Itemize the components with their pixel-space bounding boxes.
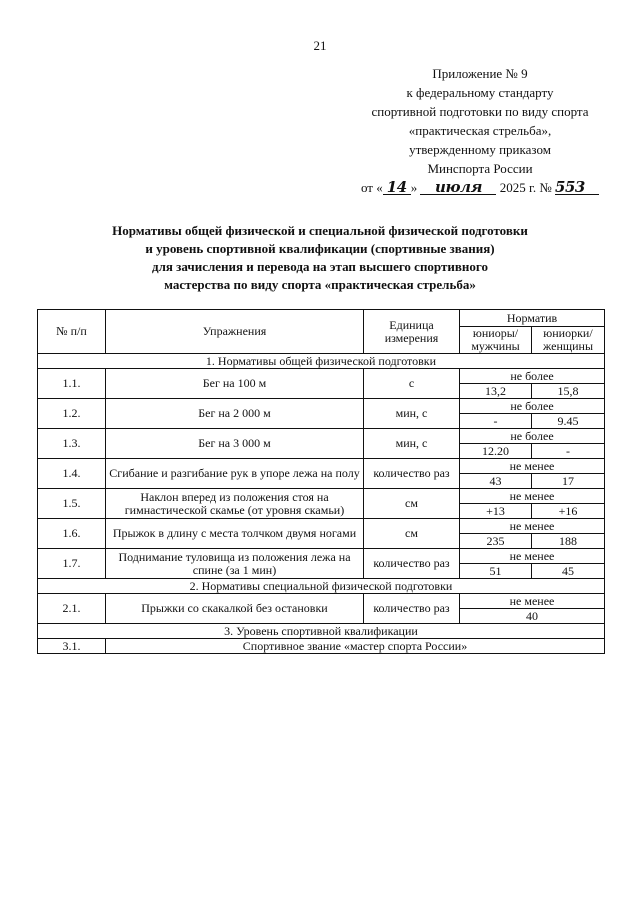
value-male: 43 <box>460 474 532 489</box>
norm-label: не более <box>460 369 605 384</box>
order-date-line <box>330 178 630 197</box>
value-female: - <box>532 444 605 459</box>
value-female: 188 <box>532 534 605 549</box>
value-female: 9.45 <box>532 414 605 429</box>
header-exercise: Упражнения <box>106 310 364 354</box>
value-male: +13 <box>460 504 532 519</box>
norm-label: не менее <box>460 594 605 609</box>
value-female: 17 <box>532 474 605 489</box>
appendix-line: Минспорта России <box>427 161 533 176</box>
appendix-block <box>330 64 630 197</box>
norm-label: не более <box>460 399 605 414</box>
handwritten-month: июля <box>420 180 496 195</box>
row-unit: с <box>364 369 460 399</box>
norm-label: не менее <box>460 459 605 474</box>
qualification-title: Спортивное звание «мастер спорта России» <box>106 639 605 654</box>
value-male: 13,2 <box>460 384 532 399</box>
value-male: - <box>460 414 532 429</box>
header-unit: Единица измерения <box>364 310 460 354</box>
row-exercise: Наклон вперед из положения стоя на гимнастической скамье (от уровня скамьи) <box>106 489 364 519</box>
row-exercise: Прыжки со скакалкой без остановки <box>106 594 364 624</box>
row-exercise: Сгибание и разгибание рук в упоре лежа на полу <box>106 459 364 489</box>
norm-label: не менее <box>460 519 605 534</box>
norm-label: не более <box>460 429 605 444</box>
title-line: и уровень спортивной квалификации (спортивные звания) <box>145 241 495 256</box>
row-unit: мин, с <box>364 399 460 429</box>
section-title: 1. Нормативы общей физической подготовки <box>38 354 605 369</box>
row-exercise: Бег на 3 000 м <box>106 429 364 459</box>
title-line: Нормативы общей физической и специальной физической подготовки <box>112 223 528 238</box>
section-title: 3. Уровень спортивной квалификации <box>38 624 605 639</box>
header-juniors-male: юниоры/ мужчины <box>460 327 532 354</box>
value-female: 45 <box>532 564 605 579</box>
handwritten-day: 14 <box>383 180 411 195</box>
row-exercise: Прыжок в длину с места толчком двумя ногами <box>106 519 364 549</box>
row-unit: количество раз <box>364 594 460 624</box>
appendix-line: утвержденному приказом <box>409 142 551 157</box>
title-line: для зачисления и перевода на этап высшего спортивного <box>152 259 488 274</box>
norm-label: не менее <box>460 489 605 504</box>
value-male: 235 <box>460 534 532 549</box>
value-female: 15,8 <box>532 384 605 399</box>
section-title: 2. Нормативы специальной физической подготовки <box>38 579 605 594</box>
row-unit: количество раз <box>364 549 460 579</box>
date-mid: » <box>410 180 418 195</box>
document-title <box>0 222 640 294</box>
row-unit: мин, с <box>364 429 460 459</box>
page-number: 21 <box>313 38 327 53</box>
appendix-line: Приложение № 9 <box>432 66 528 81</box>
title-line: мастерства по виду спорта «практическая стрельба» <box>164 277 476 292</box>
row-num: 1.4. <box>38 459 106 489</box>
header-num: № п/п <box>38 310 106 354</box>
row-unit: см <box>364 519 460 549</box>
date-prefix: от « <box>360 180 383 195</box>
value-both: 40 <box>460 609 605 624</box>
row-num: 2.1. <box>38 594 106 624</box>
row-unit: см <box>364 489 460 519</box>
value-male: 12.20 <box>460 444 532 459</box>
date-year: 2025 г. № <box>499 180 552 195</box>
row-num: 1.3. <box>38 429 106 459</box>
row-unit: количество раз <box>364 459 460 489</box>
row-num: 1.2. <box>38 399 106 429</box>
row-num: 1.5. <box>38 489 106 519</box>
row-exercise: Бег на 2 000 м <box>106 399 364 429</box>
row-exercise: Бег на 100 м <box>106 369 364 399</box>
row-num: 1.1. <box>38 369 106 399</box>
header-juniors-female: юниорки/ женщины <box>532 327 605 354</box>
row-num: 1.6. <box>38 519 106 549</box>
row-num: 3.1. <box>38 639 106 654</box>
appendix-line: спортивной подготовки по виду спорта <box>371 104 589 119</box>
handwritten-order-number: 553 <box>555 180 599 195</box>
row-exercise: Поднимание туловища из положения лежа на спине (за 1 мин) <box>106 549 364 579</box>
norm-label: не менее <box>460 549 605 564</box>
norms-table <box>37 309 605 654</box>
value-female: +16 <box>532 504 605 519</box>
header-norm: Норматив <box>460 310 605 327</box>
appendix-line: «практическая стрельба», <box>408 123 552 138</box>
row-num: 1.7. <box>38 549 106 579</box>
appendix-line: к федеральному стандарту <box>406 85 554 100</box>
value-male: 51 <box>460 564 532 579</box>
